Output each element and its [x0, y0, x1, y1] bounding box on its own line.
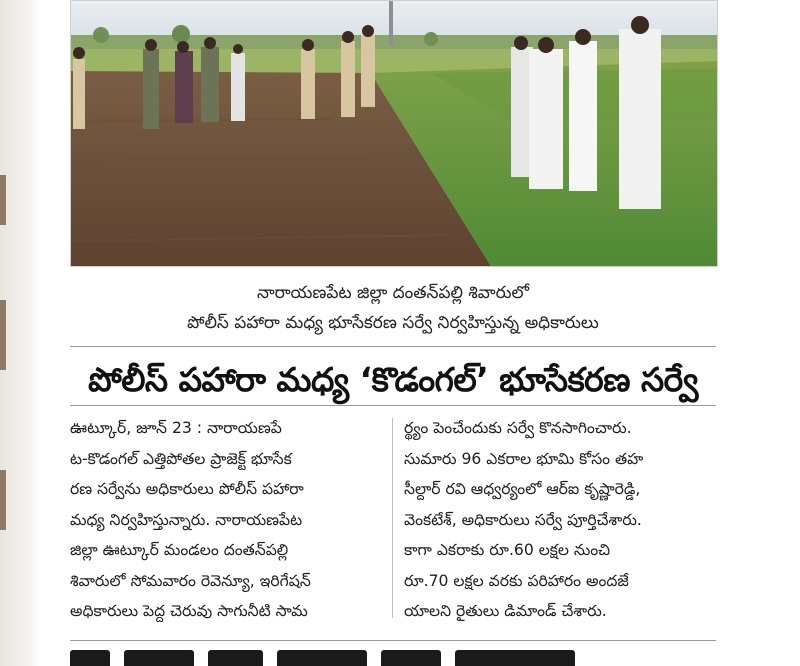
article-column-left — [70, 413, 384, 627]
field-survey-photo-icon — [71, 1, 717, 266]
body-line: శివారులో సోమవారం రెవెన్యూ, ఇరిగేషన్ — [70, 571, 311, 590]
body-line: జిల్లా ఊట్కూర్ మండలం దంతన్‌పల్లి — [70, 541, 289, 559]
body-line: వెంకటేశ్, అధికారులు సర్వే పూర్తిచేశారు. — [404, 510, 642, 529]
body-line: యాలని రైతులు డిమాండ్ చేశారు. — [404, 602, 607, 620]
body-line: ర్థ్యం పెంచేందుకు సర్వే కొనసాగించారు. — [404, 419, 632, 437]
column-divider — [392, 418, 393, 618]
photo-caption — [70, 278, 716, 338]
body-line: సీల్దార్ రవి ఆధ్వర్యంలో ఆర్ఐ కృష్ణారెడ్డి, — [404, 480, 641, 498]
body-line: ట-కొడంగల్ ఎత్తిపోతల ప్రాజెక్ట్ భూసేక — [70, 449, 292, 468]
article-headline: పోలీస్ పహారా మధ్య ‘కొడంగల్’ భూసేకరణ సర్వే — [88, 360, 698, 399]
news-photo — [70, 0, 718, 267]
body-line: ఊట్కూర్, జూన్ 23 : నారాయణపే — [70, 419, 282, 437]
article-column-right — [404, 413, 718, 627]
body-line: రూ.70 లక్షల వరకు పరిహారం అందజే — [404, 571, 629, 590]
body-line: రణ సర్వేను అధికారులు పోలీస్ పహారా — [70, 480, 304, 498]
adjacent-column-fragment — [0, 175, 6, 225]
article-bottom-divider — [70, 640, 716, 641]
adjacent-column-fragment — [0, 300, 6, 370]
caption-divider — [70, 346, 716, 347]
body-line: మధ్య నిర్వహిస్తున్నారు. నారాయణపేట — [70, 510, 303, 529]
page-left-margin — [0, 0, 40, 666]
next-article-headline-cropped — [70, 650, 716, 666]
caption-line-2: పోలీస్ పహారా మధ్య భూసేకరణ సర్వే నిర్వహిస్తున్న అధికారులు — [187, 313, 599, 333]
headline-divider — [70, 405, 716, 406]
body-line: కాగా ఎకరాకు రూ.60 లక్షల నుంచి — [404, 541, 611, 559]
body-line: సుమారు 96 ఎకరాల భూమి కోసం తహ — [404, 449, 644, 468]
caption-line-1: నారాయణపేట జిల్లా దంతన్‌పల్లి శివారులో — [256, 283, 530, 303]
adjacent-column-fragment — [0, 470, 6, 530]
body-line: అధికారులు పెద్ద చెరువు సాగునీటి సామ — [70, 602, 308, 620]
